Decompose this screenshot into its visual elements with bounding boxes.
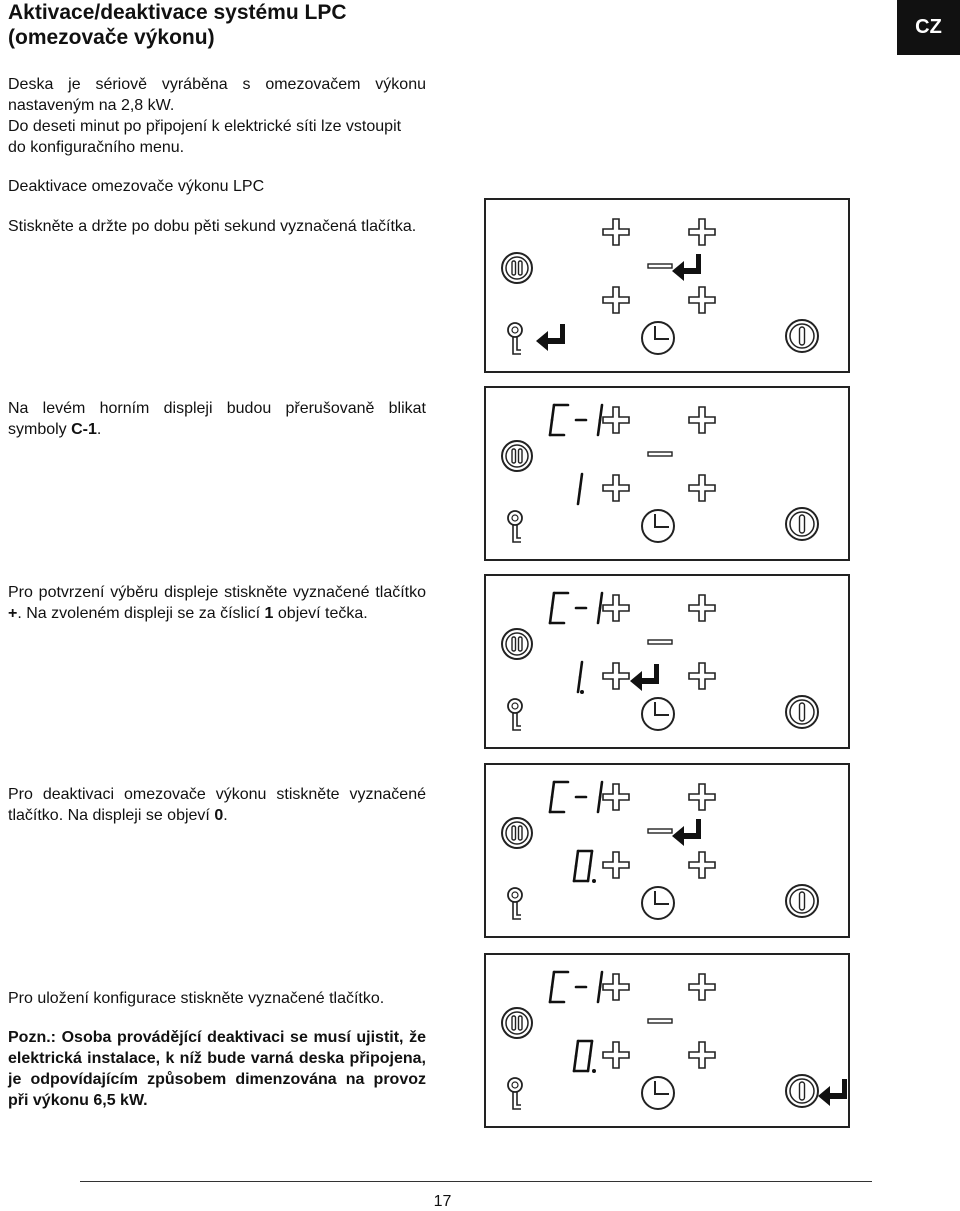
display-dot xyxy=(580,690,584,694)
panel-drawing xyxy=(486,955,852,1130)
display-digit xyxy=(574,1041,592,1071)
plus-icon[interactable] xyxy=(689,407,715,433)
enter-arrow-icon xyxy=(536,324,565,351)
enter-arrow-icon xyxy=(672,819,701,846)
display-digit xyxy=(550,405,568,435)
pause-icon[interactable] xyxy=(502,1008,532,1038)
display-top xyxy=(550,972,602,1002)
plus-icon[interactable] xyxy=(603,663,629,689)
step-2-part-3: . xyxy=(96,421,102,438)
display-digit xyxy=(550,972,568,1002)
step-2-part-1: Na levém horním displeji budou přerušovaně blikat symboly xyxy=(8,400,426,438)
key-icon[interactable] xyxy=(508,1078,522,1109)
title-line-2: (omezovače výkonu) xyxy=(8,26,215,49)
power-icon[interactable] xyxy=(786,696,818,728)
plus-icon[interactable] xyxy=(603,219,629,245)
plus-icon[interactable] xyxy=(603,287,629,313)
step-1-part-1: Stiskněte a držte po dobu pěti sekund vyznačená tlačítka. xyxy=(8,218,417,235)
display-top xyxy=(550,593,602,623)
control-panel-5 xyxy=(484,953,850,1128)
plus-icon[interactable] xyxy=(603,595,629,621)
step-5-text xyxy=(8,988,426,1009)
plus-icon[interactable] xyxy=(603,407,629,433)
minus-icon[interactable] xyxy=(648,264,672,268)
display-bottom xyxy=(574,851,596,883)
language-badge: CZ xyxy=(897,0,960,55)
display-bottom xyxy=(578,474,582,504)
intro-line-4: do konfiguračního menu. xyxy=(8,139,185,156)
display-bottom xyxy=(574,1041,596,1073)
plus-icon[interactable] xyxy=(603,852,629,878)
timer-icon[interactable] xyxy=(642,1077,674,1109)
step-4-part-2: 0 xyxy=(214,807,224,824)
title-line-1: Aktivace/deaktivace systému LPC xyxy=(8,1,347,24)
note-text xyxy=(8,1027,426,1111)
timer-icon[interactable] xyxy=(642,698,674,730)
key-icon[interactable] xyxy=(508,511,522,542)
plus-icon[interactable] xyxy=(603,784,629,810)
pause-icon[interactable] xyxy=(502,441,532,471)
key-icon[interactable] xyxy=(508,699,522,730)
plus-icon[interactable] xyxy=(603,974,629,1000)
page-title xyxy=(8,0,347,50)
page-number: 17 xyxy=(433,1193,452,1210)
display-digit xyxy=(598,405,602,435)
step-5-part-1: Pro uložení konfigurace stiskněte vyznačené tlačítko. xyxy=(8,990,385,1007)
step-3-part-2: + xyxy=(8,605,18,622)
key-icon[interactable] xyxy=(508,323,522,354)
plus-icon[interactable] xyxy=(689,1042,715,1068)
step-2-text xyxy=(8,398,426,440)
display-digit xyxy=(598,972,602,1002)
plus-icon[interactable] xyxy=(689,595,715,621)
pause-icon[interactable] xyxy=(502,818,532,848)
step-2-part-2: C-1 xyxy=(71,421,97,438)
control-panel-3 xyxy=(484,574,850,749)
pause-icon[interactable] xyxy=(502,629,532,659)
plus-icon[interactable] xyxy=(603,475,629,501)
power-icon[interactable] xyxy=(786,508,818,540)
minus-icon[interactable] xyxy=(648,829,672,833)
note-body: : Osoba provádějící deaktivaci se musí ujistit, že elektrická instalace, k níž bude varná deska připojena, je odpovídajícím způsobem dimenzována na provoz při výkonu 6,5 kW. xyxy=(8,1029,426,1109)
power-icon[interactable] xyxy=(786,320,818,352)
timer-icon[interactable] xyxy=(642,887,674,919)
plus-icon[interactable] xyxy=(689,219,715,245)
display-digit xyxy=(598,782,602,812)
display-digit xyxy=(578,474,582,504)
timer-icon[interactable] xyxy=(642,322,674,354)
note-label: Pozn. xyxy=(8,1029,51,1046)
display-bottom xyxy=(578,662,584,694)
enter-arrow-icon xyxy=(818,1079,847,1106)
step-4-part-1: Pro deaktivaci omezovače výkonu stiskněte vyznačené tlačítko. Na displeji se objeví xyxy=(8,786,426,824)
step-4-part-3: . xyxy=(223,807,228,824)
intro-line-2: nastaveným na 2,8 kW. xyxy=(8,97,175,114)
plus-icon[interactable] xyxy=(689,852,715,878)
power-icon[interactable] xyxy=(786,885,818,917)
display-digit xyxy=(550,593,568,623)
step-3-text xyxy=(8,582,426,624)
step-3-part-5: objeví tečka. xyxy=(273,605,368,622)
power-icon[interactable] xyxy=(786,1075,818,1107)
panel-drawing xyxy=(486,576,852,751)
plus-icon[interactable] xyxy=(689,663,715,689)
panel-drawing xyxy=(486,388,852,563)
control-panel-2 xyxy=(484,386,850,561)
minus-icon[interactable] xyxy=(648,640,672,644)
display-digit xyxy=(550,782,568,812)
step-3-part-1: Pro potvrzení výběru displeje stiskněte vyznačené tlačítko xyxy=(8,584,426,601)
display-top xyxy=(550,405,602,435)
key-icon[interactable] xyxy=(508,888,522,919)
display-dot xyxy=(592,1069,596,1073)
plus-icon[interactable] xyxy=(689,784,715,810)
intro-line-3: Do deseti minut po připojení k elektrické síti lze vstoupit xyxy=(8,118,402,135)
step-1-text xyxy=(8,216,426,237)
section-heading: Deaktivace omezovače výkonu LPC xyxy=(8,178,265,195)
step-3-part-4: 1 xyxy=(264,605,274,622)
display-top xyxy=(550,782,602,812)
display-digit xyxy=(578,662,582,692)
pause-icon[interactable] xyxy=(502,253,532,283)
plus-icon[interactable] xyxy=(603,1042,629,1068)
intro-text xyxy=(8,74,426,158)
minus-icon[interactable] xyxy=(648,1019,672,1023)
display-dot xyxy=(592,879,596,883)
intro-line-1: Deska je sériově vyráběna s omezovačem výkonu xyxy=(8,76,426,93)
plus-icon[interactable] xyxy=(689,974,715,1000)
enter-arrow-icon xyxy=(630,664,659,691)
display-digit xyxy=(574,851,592,881)
step-3-part-3: . Na zvoleném displeji se za číslicí xyxy=(17,605,265,622)
display-digit xyxy=(598,593,602,623)
footer-rule xyxy=(80,1181,872,1182)
enter-arrow-icon xyxy=(672,254,701,281)
panel-drawing xyxy=(486,200,852,375)
step-4-text xyxy=(8,784,426,826)
timer-icon[interactable] xyxy=(642,510,674,542)
control-panel-1 xyxy=(484,198,850,373)
panel-drawing xyxy=(486,765,852,940)
control-panel-4 xyxy=(484,763,850,938)
plus-icon[interactable] xyxy=(689,475,715,501)
minus-icon[interactable] xyxy=(648,452,672,456)
plus-icon[interactable] xyxy=(689,287,715,313)
